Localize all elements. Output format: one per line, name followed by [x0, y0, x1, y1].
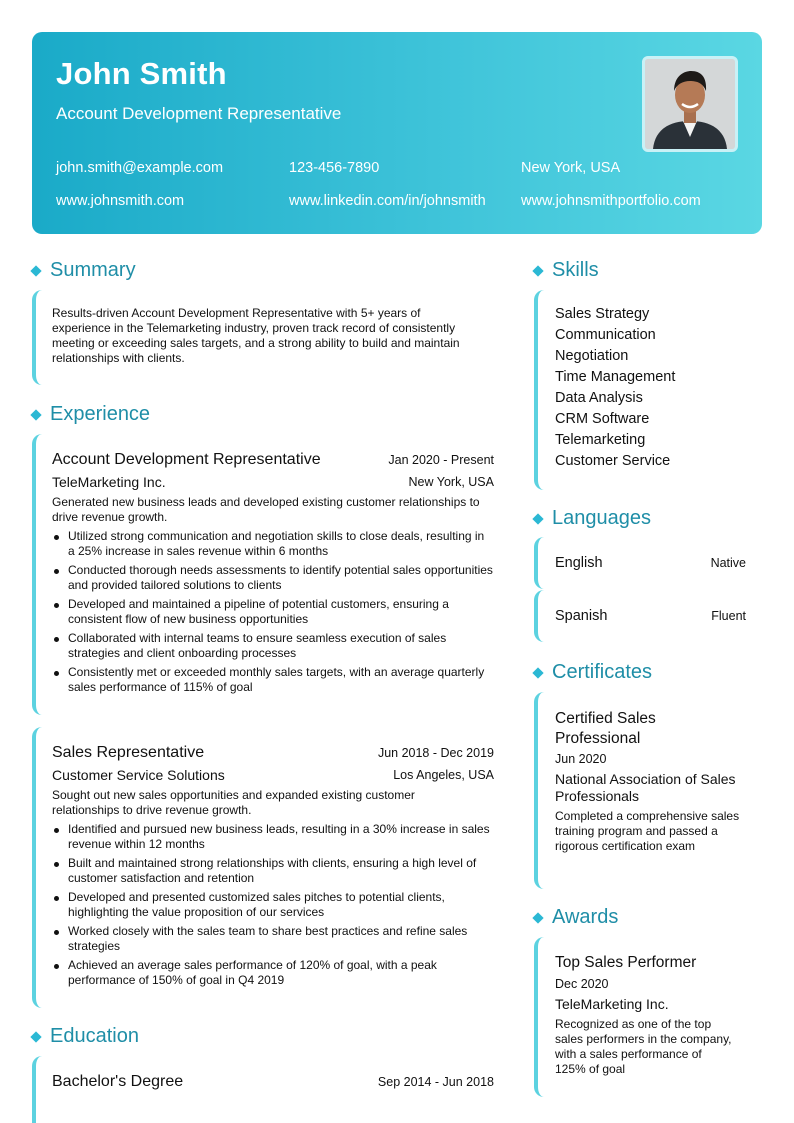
diamond-icon [30, 409, 41, 420]
award-description: Recognized as one of the top sales performers in the company, with a sales performance of 125% of goal [555, 1017, 732, 1076]
list-item: CRM Software [555, 411, 650, 427]
list-item: Communication [555, 327, 656, 343]
language-name: Spanish [555, 608, 608, 624]
diamond-icon [532, 667, 543, 678]
job-dates: Jun 2018 - Dec 2019 [377, 746, 494, 760]
list-item: Utilized strong communication and negotiation skills to close deals, resulting in a 25% increase in sales revenue within 6 months [52, 529, 494, 559]
list-item: Customer Service [555, 453, 671, 469]
summary-heading: Summary [30, 259, 136, 282]
diamond-icon [30, 265, 41, 276]
candidate-name: John Smith [56, 56, 227, 91]
list-item: Developed and maintained a pipeline of potential customers, ensuring a consistent flow of new business opportunities [52, 597, 494, 627]
certificate-issuer: National Association of Sales Professionals [555, 771, 736, 804]
list-item: Sales Strategy [555, 306, 650, 322]
job-location: Los Angeles, USA [393, 768, 494, 782]
resume-header [32, 32, 762, 234]
diamond-icon [30, 1031, 41, 1042]
certificate-date: Jun 2020 [555, 752, 607, 766]
list-item: Negotiation [555, 348, 629, 364]
skills-heading: Skills [532, 259, 599, 282]
phone-number[interactable]: 123-456-7890 [289, 160, 380, 176]
degree-title: Bachelor's Degree [52, 1073, 184, 1090]
summary-block [32, 290, 494, 385]
candidate-title: Account Development Representative [56, 104, 342, 123]
list-item: Worked closely with the sales team to share best practices and refine sales strategies [52, 924, 494, 954]
certificate-description: Completed a comprehensive sales training program and passed a rigorous certification exam [555, 809, 740, 853]
language-row [534, 590, 750, 642]
job-company: Customer Service Solutions [52, 767, 225, 783]
certificate-name: Certified Sales Professional [555, 710, 656, 747]
diamond-icon [532, 513, 543, 524]
job-entry [32, 727, 494, 1008]
list-item: Time Management [555, 369, 676, 385]
job-location: New York, USA [408, 475, 494, 489]
list-item: Consistently met or exceeded monthly sales targets, with an average quarterly sales performance of 115% of goal [52, 665, 494, 695]
location: New York, USA [521, 160, 621, 176]
education-entry [32, 1056, 494, 1123]
languages-heading: Languages [532, 507, 651, 530]
job-entry [32, 434, 494, 715]
portfolio-link[interactable]: www.johnsmithportfolio.com [521, 193, 701, 209]
list-item: Built and maintained strong relationships with clients, ensuring a high level of customer satisfaction and retention [52, 856, 494, 886]
skills-list [555, 304, 675, 472]
job-title: Sales Representative [52, 744, 205, 761]
job-description: Sought out new sales opportunities and expanded existing customer relationships to drive revenue growth. [52, 788, 415, 817]
profile-photo [642, 56, 738, 152]
award-issuer: TeleMarketing Inc. [555, 996, 669, 1012]
skills-block [534, 290, 750, 490]
list-item: Collaborated with internal teams to ensure seamless execution of sales strategies and client onboarding processes [52, 631, 494, 661]
job-description: Generated new business leads and developed existing customer relationships to drive revenue growth. [52, 495, 480, 524]
language-level: Native [710, 556, 746, 570]
award-name: Top Sales Performer [555, 954, 697, 971]
language-row [534, 537, 750, 589]
education-dates: Sep 2014 - Jun 2018 [377, 1075, 494, 1089]
diamond-icon [532, 912, 543, 923]
email-link[interactable]: john.smith@example.com [56, 160, 224, 176]
list-item: Conducted thorough needs assessments to identify potential sales opportunities and provided tailored solutions to clients [52, 563, 494, 593]
diamond-icon [532, 265, 543, 276]
linkedin-link[interactable]: www.linkedin.com/in/johnsmith [289, 193, 486, 209]
awards-heading: Awards [532, 906, 618, 929]
job-title: Account Development Representative [52, 451, 321, 468]
list-item: Identified and pursued new business leads, resulting in a 30% increase in sales revenue within 12 months [52, 822, 494, 852]
language-name: English [555, 555, 603, 571]
website-link[interactable]: www.johnsmith.com [56, 193, 185, 209]
job-bullets [52, 529, 494, 699]
job-bullets [52, 822, 494, 992]
award-entry [534, 937, 750, 1097]
list-item: Telemarketing [555, 432, 646, 448]
job-dates: Jan 2020 - Present [388, 453, 494, 467]
certificates-heading: Certificates [532, 661, 652, 684]
list-item: Data Analysis [555, 390, 643, 406]
language-level: Fluent [711, 609, 746, 623]
experience-heading: Experience [30, 403, 150, 426]
education-heading: Education [30, 1025, 139, 1048]
list-item: Achieved an average sales performance of 120% of goal, with a peak performance of 150% of goal in Q4 2019 [52, 958, 494, 988]
list-item: Developed and presented customized sales pitches to potential clients, highlighting the value proposition of our services [52, 890, 494, 920]
certificate-entry [534, 692, 750, 889]
job-company: TeleMarketing Inc. [52, 474, 166, 490]
summary-text: Results-driven Account Development Representative with 5+ years of experience in the Telemarketing industry, proven track record of consistently meeting or exceeding sales targets, and a strong ability to build and maintain relationships with clients. [52, 306, 460, 365]
award-date: Dec 2020 [555, 977, 609, 991]
